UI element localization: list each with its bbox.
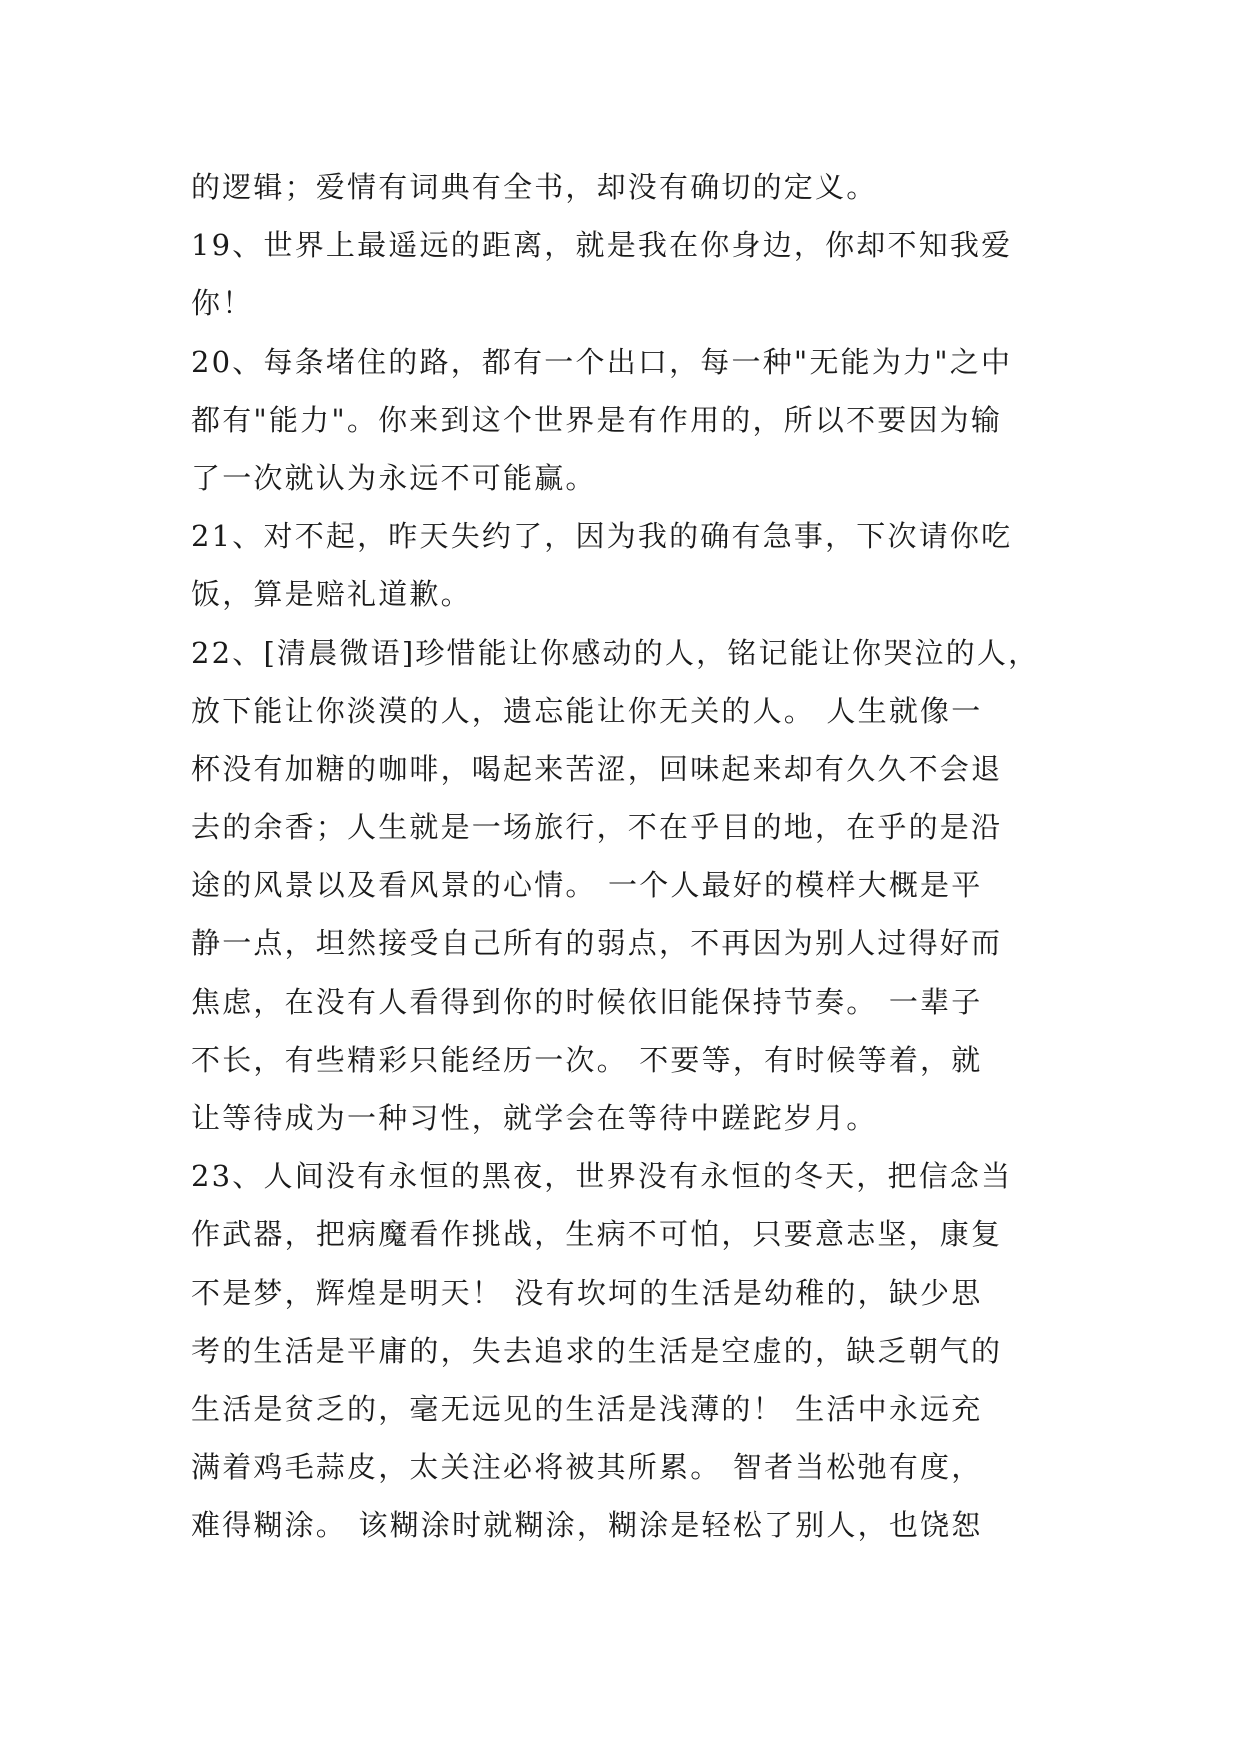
text-line: 的逻辑；爱情有词典有全书，却没有确切的定义。 <box>191 170 878 204</box>
text-line: 不长，有些精彩只能经历一次。 不要等，有时候等着，就 <box>191 1042 983 1077</box>
text-line: 饭，算是赔礼道歉。 <box>191 577 472 612</box>
text-line: 作武器，把病魔看作挑战，生病不可怕，只要意志坚，康复 <box>191 1217 1003 1252</box>
text-line: 静一点，坦然接受自己所有的弱点，不再因为别人过得好而 <box>191 926 1003 961</box>
text-line: 19、世界上最遥远的距离，就是我在你身边，你却不知我爱 <box>191 228 1013 263</box>
text-line: 难得糊涂。 该糊涂时就糊涂，糊涂是轻松了别人，也饶恕 <box>191 1508 983 1543</box>
text-line: 途的风景以及看风景的心情。 一个人最好的模样大概是平 <box>191 868 983 903</box>
text-line: 考的生活是平庸的，失去追求的生活是空虚的，缺乏朝气的 <box>191 1333 1003 1368</box>
text-line: 了一次就认为永远不可能赢。 <box>191 460 597 495</box>
text-line: 焦虑，在没有人看得到你的时候依旧能保持节奏。 一辈子 <box>191 984 983 1019</box>
text-line: 21、对不起，昨天失约了，因为我的确有急事，下次请你吃 <box>191 519 1013 554</box>
text-line: 去的余香；人生就是一场旅行，不在乎目的地，在乎的是沿 <box>191 810 1003 845</box>
text-line: 22、[清晨微语]珍惜能让你感动的人，铭记能让你哭泣的人， <box>191 635 1040 670</box>
text-line: 生活是贫乏的，毫无远见的生活是浅薄的！ 生活中永远充 <box>191 1391 983 1426</box>
text-line: 你！ <box>191 286 254 321</box>
text-line: 杯没有加糖的咖啡，喝起来苦涩，回味起来却有久久不会退 <box>191 751 1003 786</box>
text-line: 不是梦，辉煌是明天！ 没有坎坷的生活是幼稚的，缺少思 <box>191 1275 983 1310</box>
text-line: 23、人间没有永恒的黑夜，世界没有永恒的冬天，把信念当 <box>191 1159 1013 1194</box>
document-body <box>191 158 1051 1555</box>
text-line: 放下能让你淡漠的人，遗忘能让你无关的人。 人生就像一 <box>191 693 983 728</box>
text-line: 都有"能力"。你来到这个世界是有作用的，所以不要因为输 <box>191 402 1003 437</box>
text-line: 20、每条堵住的路，都有一个出口，每一种"无能为力"之中 <box>191 344 1013 379</box>
text-line: 让等待成为一种习性，就学会在等待中蹉跎岁月。 <box>191 1101 878 1135</box>
text-line: 满着鸡毛蒜皮，太关注必将被其所累。 智者当松弛有度， <box>191 1450 983 1485</box>
